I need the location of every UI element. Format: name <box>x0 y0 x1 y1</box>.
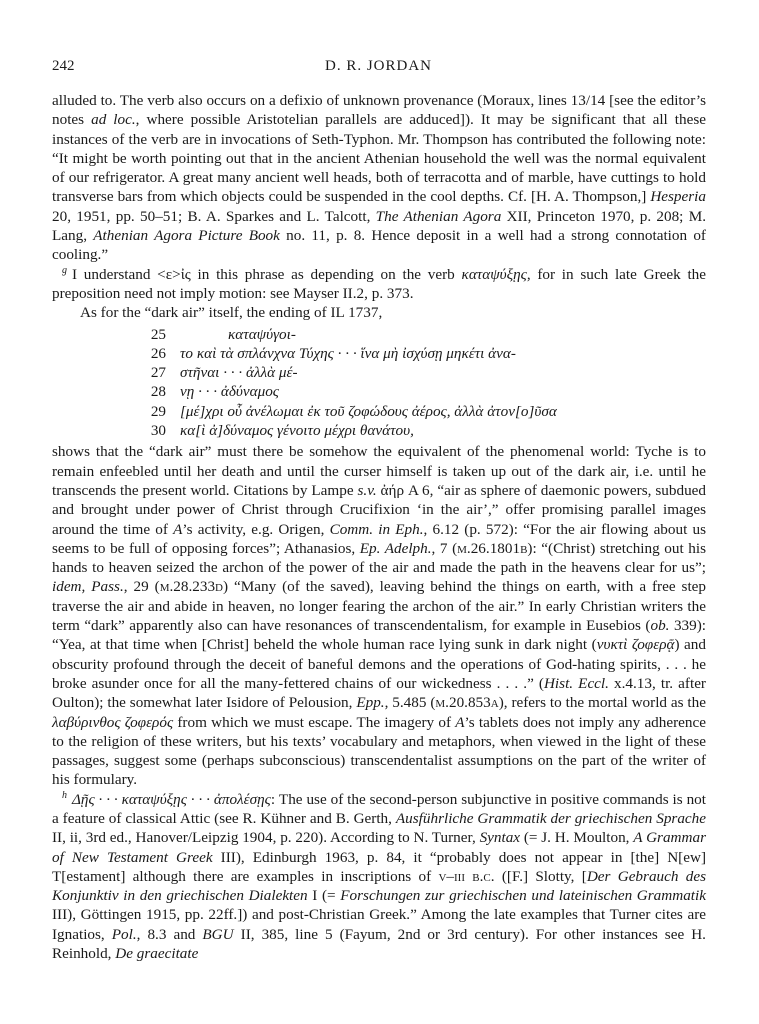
line-text: στῆναι · · · ἀλλὰ μέ- <box>180 364 298 382</box>
quotation-line <box>52 325 706 344</box>
paragraph-shows: shows that the “dark air” must there be somehow the equivalent of the phenomenal world: Tyche is to remain enfeebled until her death and until the curser himself is taken up out of the dark air, i.e. until he transcends the present world. Citations by Lampe s.v. ἀήρ A 6, “air as sphere of daemonic powers, subdued and brought under power of Christ through Crucifixion ‘in the air’,” offer promising parallel images around the time of A’s activity, e.g. Origen, Comm. in Eph., 6.12 (p. 572): “For the air flowing about us seems to be full of opposing forces”; Athanasios, Ep. Adelph., 7 (m.26.1801b): “(Christ) stretching out his hands to heaven seized the archon of the power of the air and made the path in the heavens clear for us”; idem, Pass., 29 (m.28.233d) “Many (of the saved), leaving behind the things on earth, with a free step traverse the air and abide in heaven, no longer fearing the archon of the air.” In early Christian writers the term “dark” apparently also can have resonances of transcendentalism, for example in Eusebios (ob. 339): “Yea, at that time when [Christ] beheld the whole human race lying sunk in dark night (νυκτὶ ζοφερᾷ) and obscurity profound through the deceit of baneful demons and the operations of God-hating spirits, . . . he broke asunder once for all the many-fettered chains of our wickedness . . . .” (Hist. Eccl. x.4.13, tr. after Oulton); the somewhat later Isidore of Pelousion, Epp., 5.485 (m.20.853a), refers to the mortal world as the λαβύρινθος ζοφερός from which we must escape. The imagery of A’s tablets does not imply any adherence to the religion of these writers, but his texts’ vocabulary and metaphors, when viewed in the light of these passages, suggest some (perhaps subconscious) transcendentalist assumptions on the part of the writer of his formulary. <box>52 443 707 789</box>
line-number: 27 <box>150 364 166 382</box>
quotation-line <box>52 421 706 440</box>
quotation-line <box>52 402 706 421</box>
greek-quotation <box>52 325 706 441</box>
line-text: το καὶ τὰ σπλάνχνα Τύχης · · · ἵνα μὴ ἰσχύσῃ μηκέτι ἀνα- <box>180 344 516 362</box>
note-g: $^g$ I understand <ε>ἰς in this phrase as depending on the verb καταψύξῃς, for in such late Greek the preposition need not imply motion: see Mayser II.2, p. 373. <box>52 264 707 302</box>
quotation-line <box>52 344 706 363</box>
quotation-line <box>52 382 706 401</box>
page-number: 242 <box>52 58 75 74</box>
line-text: νῃ · · · ἀδύναμος <box>180 383 279 401</box>
note-marker: h <box>62 789 67 801</box>
quotation-line <box>52 363 706 382</box>
running-head: D. R. JORDAN <box>324 58 432 74</box>
line-number: 26 <box>150 344 166 362</box>
line-number: 25 <box>150 325 166 343</box>
line-number: 30 <box>150 422 166 440</box>
note-marker: g <box>62 264 67 276</box>
line-text: [μέ]χρι οὗ ἀνέλωμαι ἐκ τοῦ ζοφώδους ἀέρος, ἀλλὰ ἀτον[ο]ῦσα <box>180 402 557 420</box>
main-text <box>52 91 706 963</box>
line-text: κα[ὶ ἀ]δύναμος γένοιτο μέχρι θανάτου, <box>180 422 414 440</box>
line-text: καταψύγοι- <box>228 325 296 343</box>
paragraph-note-f-continuation: alluded to. The verb also occurs on a defixio of unknown provenance (Moraux, lines 13/14 [see the editor’s notes ad loc., where possible Aristotelian parallels are adduced]). It may be significant that all these instances of the verb are in invocations of Seth-Typhon. Mr. Thompson has contributed the following note: “It might be worth pointing out that in the ancient Athenian household the well was the normal equivalent of our refrigerator. A great many ancient well heads, both of terracotta and of marble, have cuttings to hold transverse bars from which objects could be suspended in the cool depths. Cf. [H. A. Thompson,] Hesperia 20, 1951, pp. 50–51; B. A. Sparkes and L. Talcott, The Athenian Agora XII, Princeton 1970, p. 208; M. Lang, Athenian Agora Picture Book no. 11, p. 8. Hence deposit in a well had a strong connotation of cooling.” <box>52 92 706 264</box>
page-header <box>52 58 705 78</box>
line-number: 28 <box>150 383 166 401</box>
line-number: 29 <box>150 402 166 420</box>
note-h: $^h$ Δῇς · · · καταψύξῃς · · · ἀπολέσῃς: The use of the second-person subjunctive in positive commands is not a feature of classical Attic (see R. Kühner and B. Gerth, Ausführliche Grammatik der griechischen Sprache II, ii, 3rd ed., Hanover/Leipzig 1904, p. 220). According to N. Turner, Syntax (= J. H. Moulton, A Grammar of New Testament Greek III), Edinburgh 1963, p. 84, it “probably does not appear in [the] N[ew] T[estament] although there are examples in inscriptions of v–iii b.c. ([F.] Slotty, [Der Gebrauch des Konjunktiv in den griechischen Dialekten I (= Forschungen zur griechischen und lateinischen Grammatik III), Göttingen 1915, pp. 22ff.]) and post-Christian Greek.” Among the late examples that Turner cites are Ignatios, Pol., 8.3 and BGU II, 385, line 5 (Fayum, 2nd or 3rd century). For other instances see H. Reinhold, De graecitate <box>52 789 707 963</box>
paragraph-dark-air-intro: As for the “dark air” itself, the ending of IL 1737, <box>80 304 383 322</box>
